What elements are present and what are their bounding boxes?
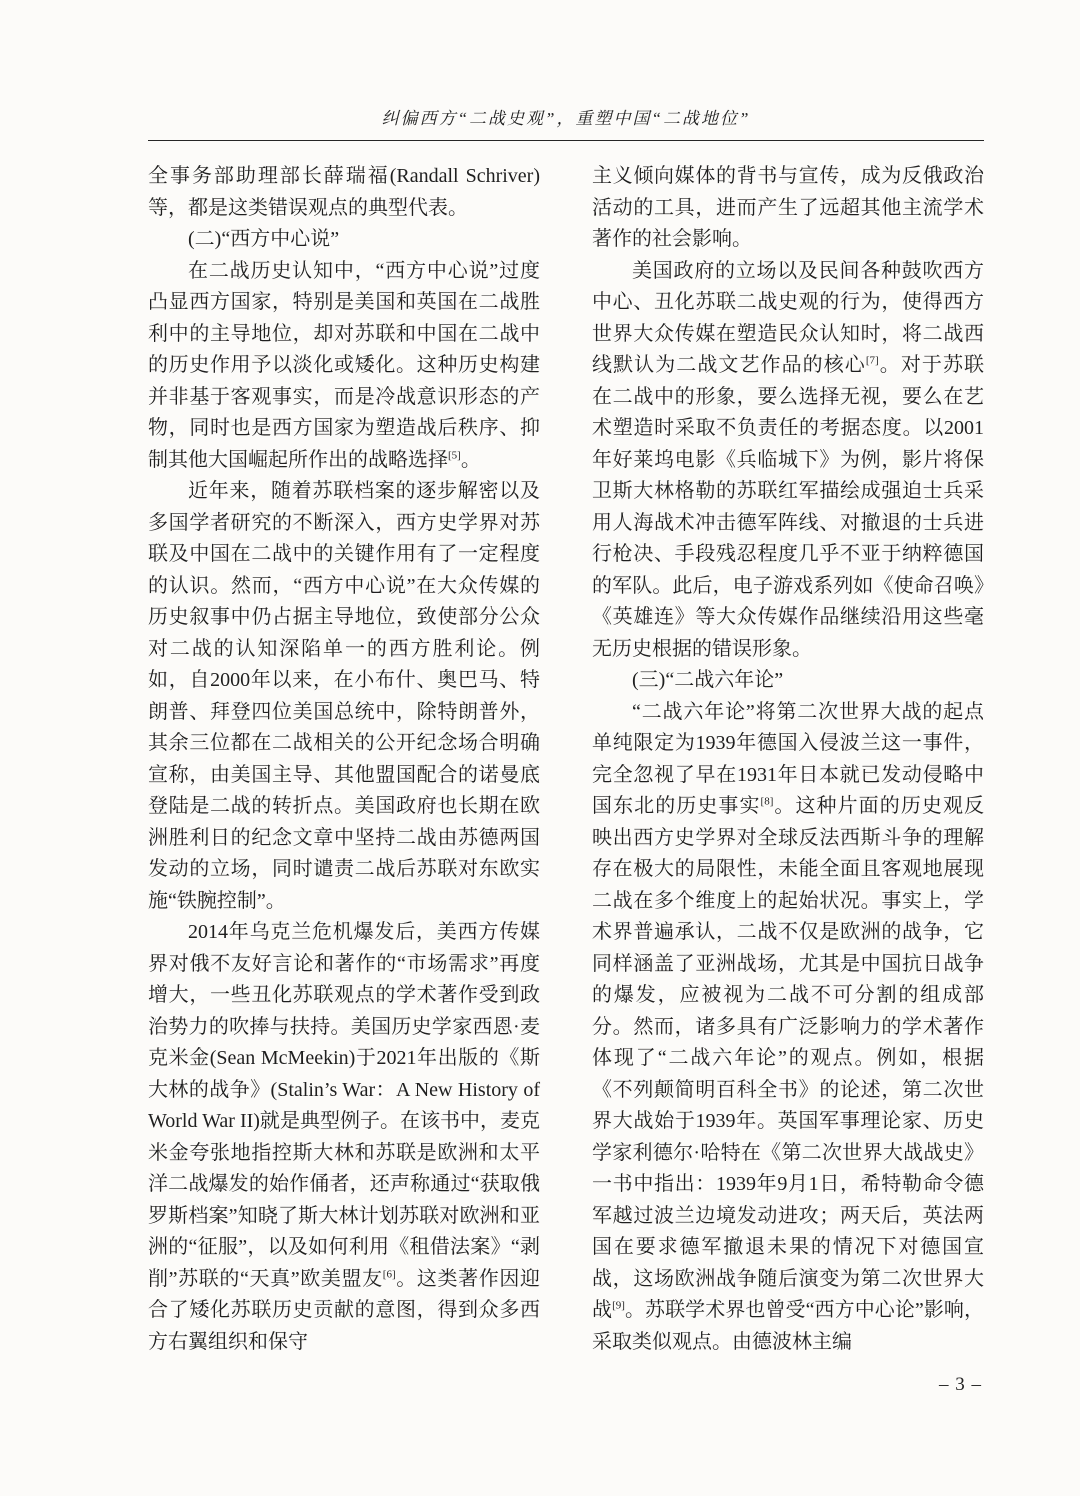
- right-column: [592, 161, 984, 1358]
- body-paragraph: “二战六年论”将第二次世界大战的起点单纯限定为1939年德国入侵波兰这一事件，完全忽视了早在1931年日本就已发动侵略中国东北的历史事实[8]。这种片面的历史观反映出西方史学界对全球反法西斯斗争的理解存在极大的局限性，未能全面且客观地展现二战在多个维度上的起始状况。事实上，学术界普遍承认，二战不仅是欧洲的战争，它同样涵盖了亚洲战场，尤其是中国抗日战争的爆发，应被视为二战不可分割的组成部分。然而，诸多具有广泛影响力的学术著作体现了“二战六年论”的观点。例如，根据《不列颠简明百科全书》的论述，第二次世界大战始于1939年。英国军事理论家、历史学家利德尔·哈特在《第二次世界大战战史》一书中指出：1939年9月1日，希特勒命令德军越过波兰边境发动进攻；两天后，英法两国在要求德军撤退未果的情况下对德国宣战，这场欧洲战争随后演变为第二次世界大战[9]。苏联学术界也曾受“西方中心论”影响，采取类似观点。由德波林主编: [592, 700, 985, 1353]
- continuation-paragraph: 全事务部助理部长薛瑞福(Randall Schriver)等，都是这类错误观点的典型代表。: [148, 165, 540, 219]
- page-footer: [148, 1374, 984, 1396]
- running-title: 纠偏西方“二战史观”，重塑中国“二战地位”: [381, 109, 751, 128]
- continuation-paragraph: 主义倾向媒体的背书与宣传，成为反俄政治活动的工具，进而产生了远超其他主流学术著作的社会影响。: [592, 165, 984, 250]
- left-column: [148, 161, 540, 1358]
- body-paragraph: 在二战历史认知中，“西方中心说”过度凸显西方国家，特别是美国和英国在二战胜利中的主导地位，却对苏联和中国在二战中的历史作用予以淡化或矮化。这种历史构建并非基于客观事实，而是冷战意识形态的产物，同时也是西方国家为塑造战后秩序、抑制其他大国崛起所作出的战略选择[5]。: [148, 259, 540, 471]
- subsection-heading-six-year-theory: (三)“二战六年论”: [632, 669, 784, 691]
- header-divider: [148, 140, 984, 141]
- page-number: – 3 –: [939, 1374, 982, 1395]
- two-column-body: [148, 161, 984, 1358]
- body-paragraph: 美国政府的立场以及民间各种鼓吹西方中心、丑化苏联二战史观的行为，使得西方世界大众传媒在塑造民众认知时，将二战西线默认为二战文艺作品的核心[7]。对于苏联在二战中的形象，要么选择无视，要么在艺术塑造时采取不负责任的考据态度。以2001年好莱坞电影《兵临城下》为例，影片将保卫斯大林格勒的苏联红军描绘成强迫士兵采用人海战术冲击德军阵线、对撤退的士兵进行枪决、手段残忍程度几乎不亚于纳粹德国的军队。此后，电子游戏系列如《使命召唤》《英雄连》等大众传媒作品继续沿用这些毫无历史根据的错误形象。: [592, 259, 985, 660]
- body-paragraph: 近年来，随着苏联档案的逐步解密以及多国学者研究的不断深入，西方史学界对苏联及中国在二战中的关键作用有了一定程度的认识。然而，“西方中心说”在大众传媒的历史叙事中仍占据主导地位，致使部分公众对二战的认知深陷单一的西方胜利论。例如，自2000年以来，在小布什、奥巴马、特朗普、拜登四位美国总统中，除特朗普外，其余三位都在二战相关的公开纪念场合明确宣称，由美国主导、其他盟国配合的诺曼底登陆是二战的转折点。美国政府也长期在欧洲胜利日的纪念文章中坚持二战由苏德两国发动的立场，同时谴责二战后苏联对东欧实施“铁腕控制”。: [148, 480, 540, 912]
- body-paragraph: 2014年乌克兰危机爆发后，美西方传媒界对俄不友好言论和著作的“市场需求”再度增大，一些丑化苏联观点的学术著作受到政治势力的吹捧与扶持。美国历史学家西恩·麦克米金(Sean McMeekin)于2021年出版的《斯大林的战争》(Stalin’s War：A New History of World War II)就是典型例子。在该书中，麦克米金夸张地指控斯大林和苏联是欧洲和太平洋二战爆发的始作俑者，还声称通过“获取俄罗斯档案”知晓了斯大林计划苏联对欧洲和亚洲的“征服”，以及如何利用《租借法案》“剥削”苏联的“天真”欧美盟友[6]。这类著作因迎合了矮化苏联历史贡献的意图，得到众多西方右翼组织和保守: [148, 921, 540, 1353]
- subsection-heading-west-centrism: (二)“西方中心说”: [188, 228, 340, 250]
